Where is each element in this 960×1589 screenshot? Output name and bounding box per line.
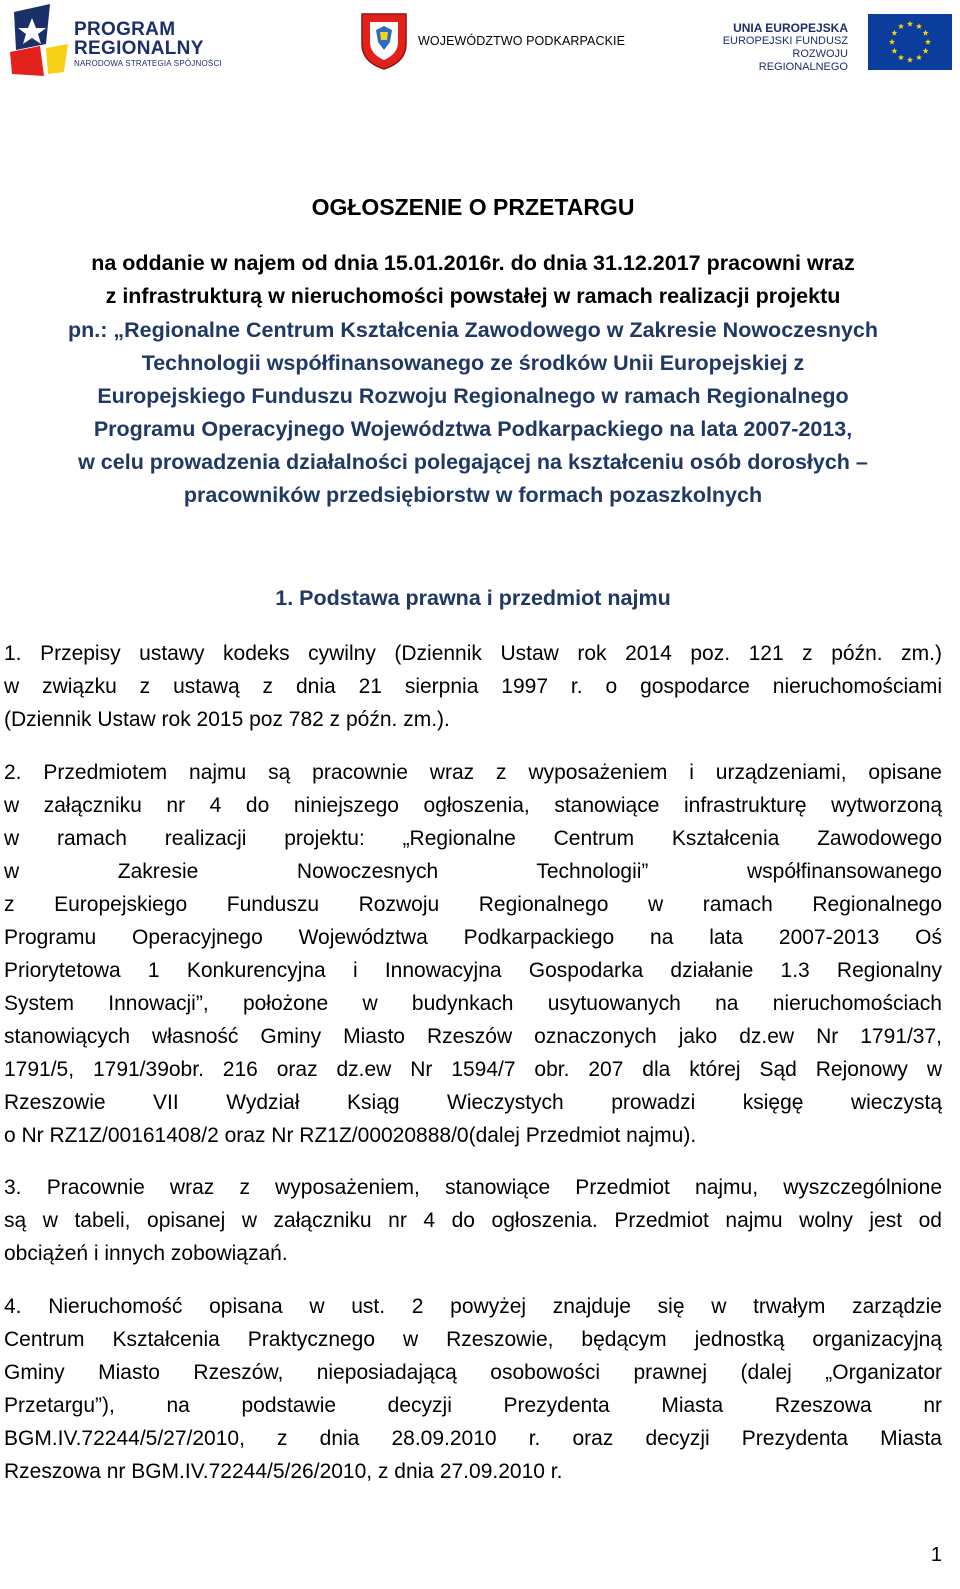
paragraph-line: Programu Operacyjnego Województwa Podkarpackiego na lata 2007-2013 Oś xyxy=(4,926,942,949)
program-logo-line3: NARODOWA STRATEGIA SPÓJNOŚCI xyxy=(74,59,222,68)
section-heading: 1. Podstawa prawna i przedmiot najmu xyxy=(275,586,671,610)
paragraph-line: 3. Pracownie wraz z wyposażeniem, stanowiące Przedmiot najmu, wyszczególnione xyxy=(4,1176,942,1199)
paragraph-line: 1791/5, 1791/39obr. 216 oraz dz.ew Nr 1594/7 obr. 207 dla której Sąd Rejonowy w xyxy=(4,1058,942,1081)
project-name-line: Programu Operacyjnego Województwa Podkarpackiego na lata 2007-2013, xyxy=(93,417,853,441)
program-logo-line2: REGIONALNY xyxy=(74,38,204,59)
paragraph-line: stanowiących własność Gminy Miasto Rzeszów oznaczonych jako dz.ew Nr 1791/37, xyxy=(4,1025,942,1048)
voivodeship-name: WOJEWÓDZTWO PODKARPACKIE xyxy=(418,34,626,48)
eu-logo-text xyxy=(712,22,848,74)
logo-header xyxy=(0,0,960,80)
program-regionalny-text xyxy=(74,20,222,70)
paragraph-line: z Europejskiego Funduszu Rozwoju Regionalnego w ramach Regionalnego xyxy=(4,893,942,916)
project-name-line: w celu prowadzenia działalności polegającej na kształceniu osób dorosłych – xyxy=(78,450,868,474)
subtitle-line: na oddanie w najem od dnia 15.01.2016r. do dnia 31.12.2017 pracowni wraz xyxy=(91,251,855,275)
paragraph-line: 1. Przepisy ustawy kodeks cywilny (Dziennik Ustaw rok 2014 poz. 121 z późn. zm.) xyxy=(4,642,942,665)
paragraph-line: w związku z ustawą z dnia 21 sierpnia 1997 r. o gospodarce nieruchomościami xyxy=(4,675,942,698)
paragraph-4 xyxy=(4,1290,942,1488)
paragraph-line: 4. Nieruchomość opisana w ust. 2 powyżej znajduje się w trwałym zarządzie xyxy=(4,1295,942,1318)
paragraph-line: Gminy Miasto Rzeszów, nieposiadającą osobowości prawnej (dalej „Organizator xyxy=(4,1361,942,1384)
paragraph-line: Przetargu”), na podstawie decyzji Prezydenta Miasta Rzeszowa nr xyxy=(4,1394,942,1417)
program-logo-line1: PROGRAM xyxy=(74,19,176,40)
paragraph-line: są w tabeli, opisanej w załączniku nr 4 do ogłoszenia. Przedmiot najmu wolny jest od xyxy=(4,1209,942,1232)
paragraph-line: o Nr RZ1Z/00161408/2 oraz Nr RZ1Z/00020888/0(dalej Przedmiot najmu). xyxy=(4,1124,697,1147)
project-name xyxy=(0,314,946,512)
paragraph-line: (Dziennik Ustaw rok 2015 poz 782 z późn. zm.). xyxy=(4,708,450,731)
program-regionalny-logo xyxy=(10,4,240,76)
paragraph-line: Rzeszowie VII Wydział Ksiąg Wieczystych prowadzi księgę wieczystą xyxy=(4,1091,942,1114)
paragraph-line: Rzeszowa nr BGM.IV.72244/5/26/2010, z dnia 27.09.2010 r. xyxy=(4,1460,563,1483)
voivodeship-crest-icon xyxy=(360,12,408,70)
eu-flag-icon xyxy=(868,14,952,70)
paragraph-line: 2. Przedmiotem najmu są pracownie wraz z wyposażeniem i urządzeniami, opisane xyxy=(4,761,942,784)
paragraph-1 xyxy=(4,637,942,736)
paragraph-line: w ramach realizacji projektu: „Regionalne Centrum Kształcenia Zawodowego xyxy=(4,827,942,850)
page-number: 1 xyxy=(930,1544,942,1566)
program-regionalny-mark-icon xyxy=(10,4,68,76)
paragraph-line: Priorytetowa 1 Konkurencyjna i Innowacyjna Gospodarka działanie 1.3 Regionalny xyxy=(4,959,942,982)
eu-logo-line1: UNIA EUROPEJSKA xyxy=(733,21,848,35)
paragraph-line: obciążeń i innych zobowiązań. xyxy=(4,1242,288,1265)
paragraph-3 xyxy=(4,1171,942,1270)
project-name-line: pn.: „Regionalne Centrum Kształcenia Zawodowego w Zakresie Nowoczesnych xyxy=(68,318,878,342)
paragraph-line: System Innowacji”, położone w budynkach usytuowanych na nieruchomościach xyxy=(4,992,942,1015)
subtitle-line: z infrastrukturą w nieruchomości powstałej w ramach realizacji projektu xyxy=(105,284,841,308)
eu-logo-line2: EUROPEJSKI FUNDUSZ xyxy=(722,35,848,47)
document-title: OGŁOSZENIE O PRZETARGU xyxy=(311,194,635,220)
project-name-line: pracowników przedsiębiorstw w formach pozaszkolnych xyxy=(183,483,763,507)
eu-logo-line3: ROZWOJU REGIONALNEGO xyxy=(758,48,848,73)
project-name-line: Europejskiego Funduszu Rozwoju Regionalnego w ramach Regionalnego xyxy=(97,384,849,408)
paragraph-line: w załączniku nr 4 do niniejszego ogłoszenia, stanowiące infrastrukturę wytworzoną xyxy=(4,794,942,817)
document-subtitle xyxy=(0,247,946,313)
paragraph-line: Centrum Kształcenia Praktycznego w Rzeszowie, będącym jednostką organizacyjną xyxy=(4,1328,942,1351)
paragraph-line: w Zakresie Nowoczesnych Technologii” współfinansowanego xyxy=(4,860,942,883)
paragraph-2 xyxy=(4,756,942,1152)
project-name-line: Technologii współfinansowanego ze środków Unii Europejskiej z xyxy=(141,351,805,375)
eu-fund-logo xyxy=(712,14,952,74)
paragraph-line: BGM.IV.72244/5/27/2010, z dnia 28.09.2010 r. oraz decyzji Prezydenta Miasta xyxy=(4,1427,942,1450)
